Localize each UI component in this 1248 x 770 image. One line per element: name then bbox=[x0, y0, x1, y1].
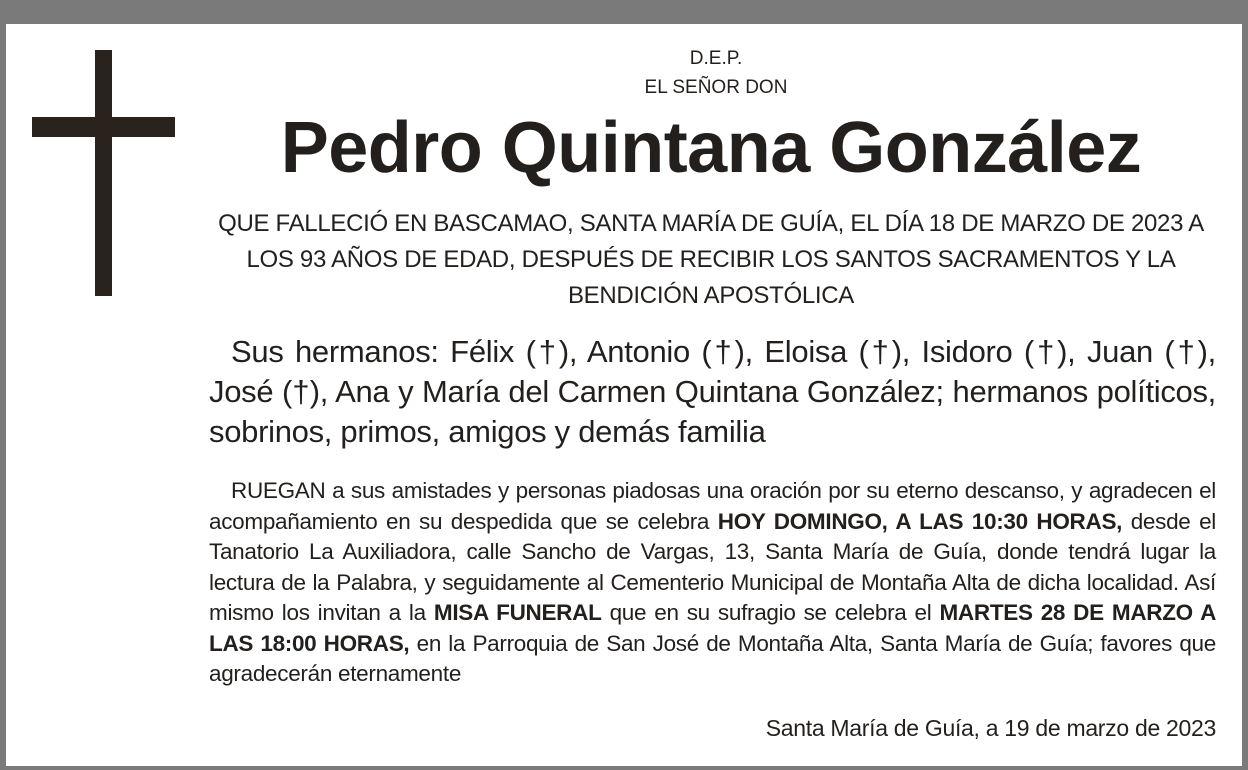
ceremony-text bbox=[209, 476, 1216, 690]
ceremony-time-today: HOY DOMINGO, A LAS 10:30 HORAS, bbox=[717, 508, 1123, 534]
ceremony-text-part-4: en la Parroquia de San José de Montaña Alta, Santa María de Guía; favores que agradecerán eternamente bbox=[209, 630, 1216, 686]
place-and-date: Santa María de Guía, a 19 de marzo de 2023 bbox=[765, 715, 1216, 741]
family-text: Sus hermanos: Félix (†), Antonio (†), Eloisa (†), Isidoro (†), Juan (†), José (†), Ana y María del Carmen Quintana González; hermanos políticos, sobrinos, primos, amigos y demás familia bbox=[209, 334, 1216, 449]
cross-vertical-bar bbox=[95, 50, 112, 296]
death-notice-text: QUE FALLECIÓ EN BASCAMAO, SANTA MARÍA DE GUÍA, EL DÍA 18 DE MARZO DE 2023 A LOS 93 AÑOS DE EDAD, DESPUÉS DE RECIBIR LOS SANTOS SACRAMENTOS Y LA BENDICIÓN APOSTÓLICA bbox=[218, 210, 1204, 309]
cross-horizontal-bar bbox=[32, 117, 175, 137]
funeral-mass-label: MISA FUNERAL bbox=[433, 600, 602, 625]
obituary-card bbox=[6, 24, 1242, 766]
ceremony-text-part-3: que en su sufragio se celebra el bbox=[601, 600, 940, 625]
deceased-name: Pedro Quintana González bbox=[280, 108, 1142, 188]
title-prefix: EL SEÑOR DON bbox=[644, 77, 788, 98]
ceremony-text-part-2: desde el Tanatorio La Auxiliadora, calle Sancho de Vargas, 13, Santa María de Guía, donde tendrá lugar la lectura de la Palabra, y seguidamente al Cementerio Municipal de Montaña Alta de dicha localidad. Así mismo los invitan a la bbox=[209, 508, 1216, 625]
ceremony-text-part-1: RUEGAN a sus amistades y personas piadosas una oración por su eterno descanso, y agradecen el acompañamiento en su despedida que se celebra bbox=[209, 478, 1216, 534]
funeral-mass-datetime: MARTES 28 DE MARZO A LAS 18:00 HORAS, bbox=[209, 600, 1217, 656]
dep-heading: D.E.P. bbox=[689, 48, 743, 69]
